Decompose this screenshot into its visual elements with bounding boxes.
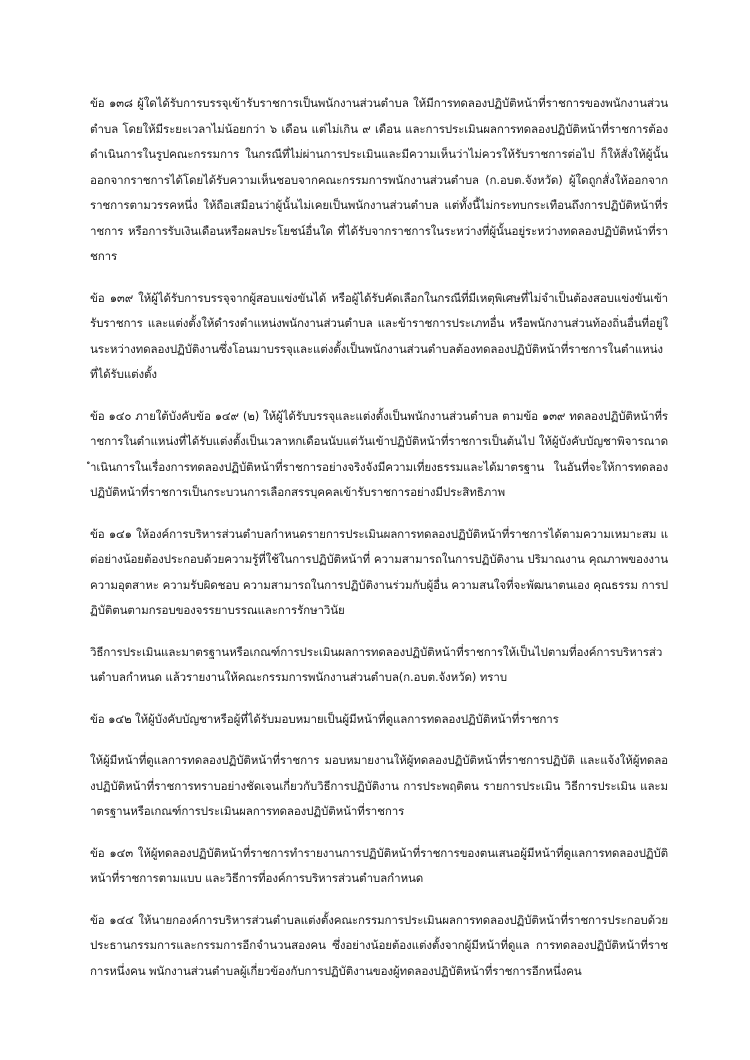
paragraph-section-138: ข้อ ๑๓๘ ผู้ใดได้รับการบรรจุเข้ารับราชการเป็นพนักงานส่วนตำบล ให้มีการทดลองปฏิบัติหน้าที่ราชการของพนักงานส่วนตำบล โดยให้มีระยะเวลาไม่น้อยกว่า ๖ เดือน แต่ไม่เกิน ๙ เดือน และการประเมินผลการทดลองปฏิบัติหน้าที่ราชการต้องดำเนินการในรูปคณะกรรมการ ในกรณีที่ไม่ผ่านการประเมินและมีความเห็นว่าไม่ควรให้รับราชการต่อไป ก็ให้สั่งให้ผู้นั้นออกจากราชการได้โดยได้รับความเห็นชอบจากคณะกรรมการพนักงานส่วนตำบล (ก.อบต.จังหวัด) ผู้ใดถูกสั่งให้ออกจากราชการตามวรรคหนึ่ง ให้ถือเสมือนว่าผู้นั้นไม่เคยเป็นพนักงานส่วนตำบล แต่ทั้งนี้ไม่กระทบกระเทือนถึงการปฏิบัติหน้าที่ราชการ หรือการรับเงินเดือนหรือผลประโยชน์อื่นใด ที่ได้รับจากราชการในระหว่างที่ผู้นั้นอยู่ระหว่างทดลองปฏิบัติหน้าที่ราชการ: [90, 96, 668, 263]
paragraph-section-142: ข้อ ๑๔๒ ให้ผู้บังคับบัญชาหรือผู้ที่ได้รับมอบหมายเป็นผู้มีหน้าที่ดูแลการทดลองปฏิบัติหน้าที่ราชการ: [90, 711, 559, 726]
paragraph-section-143: ข้อ ๑๔๓ ให้ผู้ทดลองปฏิบัติหน้าที่ราชการทำรายงานการปฏิบัติหน้าที่ราชการของตนเสนอผู้มีหน้าที่ดูแลการทดลองปฏิบัติหน้าที่ราชการตามแบบ และวิธีการที่องค์การบริหารส่วนตำบลกำหนด: [90, 845, 668, 885]
paragraph-section-144: ข้อ ๑๔๔ ให้นายกองค์การบริหารส่วนตำบลแต่งตั้งคณะกรรมการประเมินผลการทดลองปฏิบัติหน้าที่ราชการประกอบด้วยประธานกรรมการและกรรมการอีกจำนวนสองคน ซึ่งอย่างน้อยต้องแต่งตั้งจากผู้มีหน้าที่ดูแล การทดลองปฏิบัติหน้าที่ราชการหนึ่งคน พนักงานส่วนตำบลผู้เกี่ยวข้องกับการปฏิบัติงานของผู้ทดลองปฏิบัติหน้าที่ราชการอีกหนึ่งคน: [90, 912, 668, 978]
paragraph-section-140: ข้อ ๑๔๐ ภายใต้บังคับข้อ ๑๔๙ (๒) ให้ผู้ได้รับบรรจุและแต่งตั้งเป็นพนักงานส่วนตำบล ตามข้อ ๑๓๙ ทดลองปฏิบัติหน้าที่ราชการในตำแหน่งที่ได้รับแต่งตั้งเป็นเวลาหกเดือนนับแต่วันเข้าปฏิบัติหน้าที่ราชการเป็นต้นไป ให้ผู้บังคับบัญชาพิจารณาดำเนินการในเรื่องการทดลองปฏิบัติหน้าที่ราชการอย่างจริงจังมีความเที่ยงธรรมและได้มาตรฐาน ในอันที่จะให้การทดลองปฏิบัติหน้าที่ราชการเป็นกระบวนการเลือกสรรบุคคลเข้ารับราชการอย่างมีประสิทธิภาพ: [90, 408, 668, 499]
paragraph-section-141: ข้อ ๑๔๑ ให้องค์การบริหารส่วนตำบลกำหนดรายการประเมินผลการทดลองปฏิบัติหน้าที่ราชการได้ตามความเหมาะสม แต่อย่างน้อยต้องประกอบด้วยความรู้ที่ใช้ในการปฏิบัติหน้าที่ ความสามารถในการปฏิบัติงาน ปริมาณงาน คุณภาพของงาน ความอุตสาหะ ความรับผิดชอบ ความสามารถในการปฏิบัติงานร่วมกับผู้อื่น ความสนใจที่จะพัฒนาตนเอง คุณธรรม การปฏิบัติตนตามกรอบของจรรยาบรรณและการรักษาวินัย: [90, 526, 668, 617]
paragraph-section-142-duties: ให้ผู้มีหน้าที่ดูแลการทดลองปฏิบัติหน้าที่ราชการ มอบหมายงานให้ผู้ทดลองปฏิบัติหน้าที่ราชการปฏิบัติ และแจ้งให้ผู้ทดลองปฏิบัติหน้าที่ราชการทราบอย่างชัดเจนเกี่ยวกับวิธีการปฏิบัติงาน การประพฤติตน รายการประเมิน วิธีการประเมิน และมาตรฐานหรือเกณฑ์การประเมินผลการทดลองปฏิบัติหน้าที่ราชการ: [90, 753, 668, 818]
document-page: [90, 91, 668, 1000]
paragraph-section-139: ข้อ ๑๓๙ ให้ผู้ได้รับการบรรจุจากผู้สอบแข่งขันได้ หรือผู้ได้รับคัดเลือกในกรณีที่มีเหตุพิเศษที่ไม่จำเป็นต้องสอบแข่งขันเข้ารับราชการ และแต่งตั้งให้ดำรงตำแหน่งพนักงานส่วนตำบล และข้าราชการประเภทอื่น หรือพนักงานส่วนท้องถิ่นอื่นที่อยู่ในระหว่างทดลองปฏิบัติงานซึ่งโอนมาบรรจุและแต่งตั้งเป็นพนักงานส่วนตำบลต้องทดลองปฏิบัติหน้าที่ราชการในตำแหน่ง ที่ได้รับแต่งตั้ง: [90, 290, 668, 381]
paragraph-section-141-method: วิธีการประเมินและมาตรฐานหรือเกณฑ์การประเมินผลการทดลองปฏิบัติหน้าที่ราชการให้เป็นไปตามที่องค์การบริหารส่วนตำบลกำหนด แล้วรายงานให้คณะกรรมการพนักงานส่วนตำบล(ก.อบต.จังหวัด) ทราบ: [90, 644, 663, 684]
